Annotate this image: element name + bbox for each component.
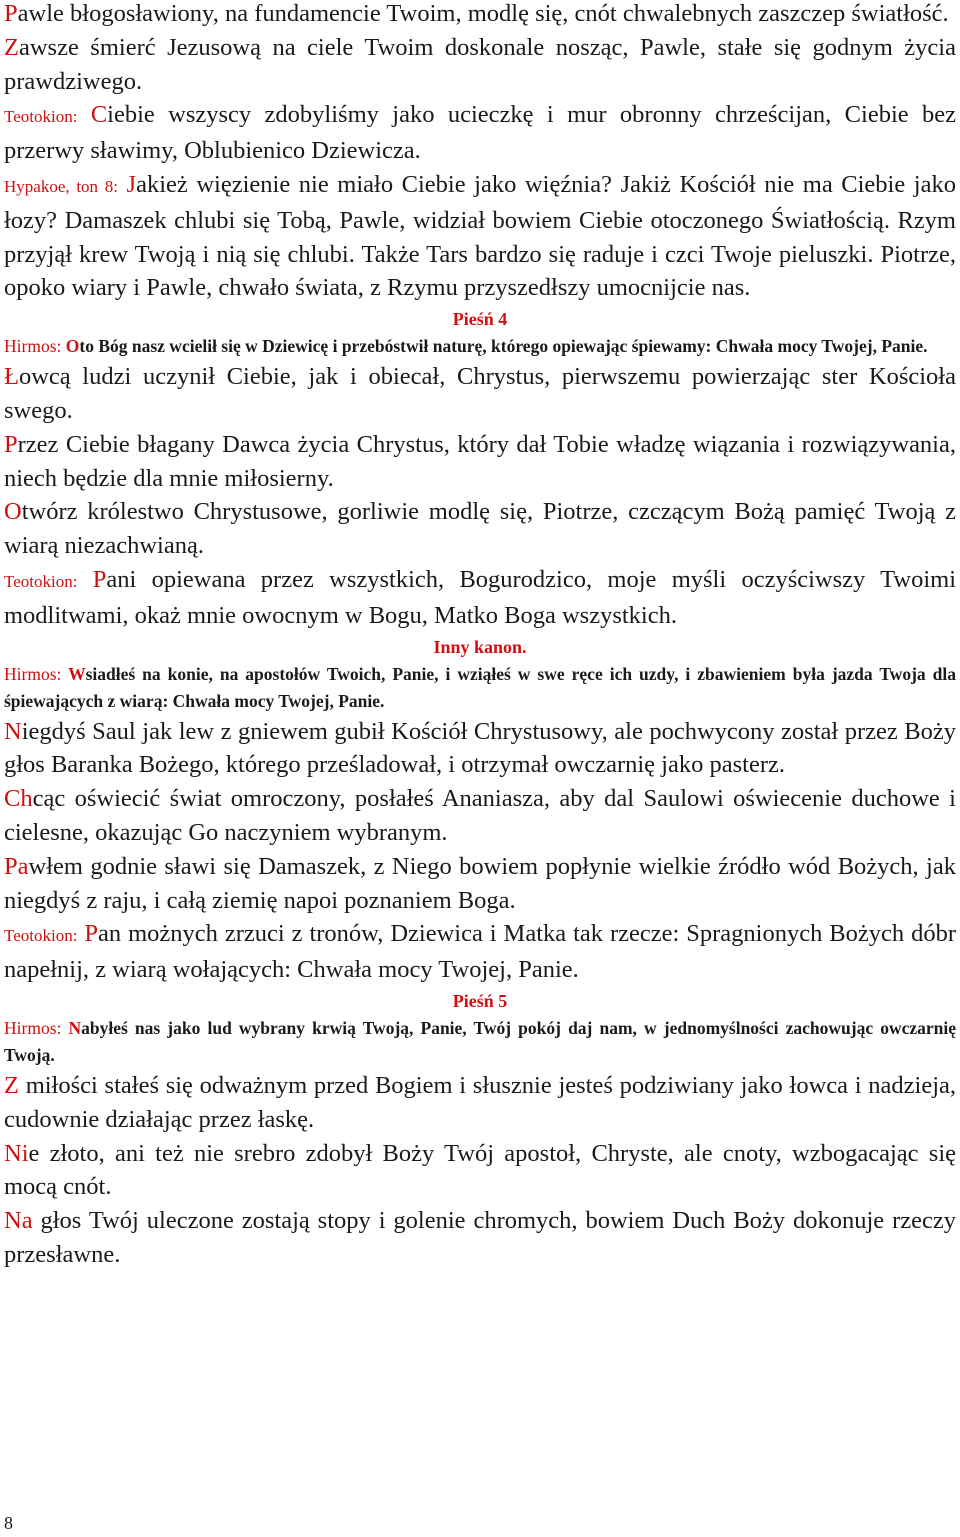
- verse-text: owcą ludzi uczynił Ciebie, jak i obiecał, Chrystus, pierwszemu powierzając ster Kościoła swego.: [4, 363, 956, 424]
- page-number: 8: [4, 1513, 13, 1533]
- verse-text: twórz królestwo Chrystusowe, gorliwie modlę się, Piotrze, czczącym Bożą pamięć Twoją z wiarą niezachwianą.: [4, 498, 956, 560]
- verse-paragraph: [4, 495, 956, 563]
- verse-text: an możnych zrzuci z tronów, Dziewica i Matka tak rzecze: Spragnionych Bożych dóbr napełnij, z wiarą wołających: Chwała mocy Twojej, Panie.: [4, 920, 956, 984]
- initial-letter: P: [4, 0, 18, 27]
- verse-text: iegdyś Saul jak lew z gniewem gubił Kościół Chrystusowy, ale pochwycony został przez Boży głos Baranka Bożego, którego prześladował, i otrzymał owczarnię jako pasterz.: [4, 717, 956, 779]
- initial-letter: Pa: [4, 852, 29, 880]
- initial-letter: N: [68, 1017, 82, 1038]
- initial-letter: Z: [4, 33, 19, 61]
- verse-paragraph: [4, 917, 956, 987]
- initial-letter: O: [4, 498, 22, 526]
- initial-letter: J: [126, 170, 137, 198]
- verse-paragraph: [4, 0, 956, 31]
- hirmos-text: to Bóg nasz wcielił się w Dziewicę i przebóstwił naturę, którego opiewając śpiewamy: Chwała mocy Twojej, Panie.: [79, 336, 928, 357]
- verse-paragraph: [4, 31, 956, 99]
- verse-text: akież więzienie nie miało Ciebie jako więźnia? Jakiż Kościół nie ma Ciebie jako łozy? Damaszek chlubi się Tobą, Pawle, widział bowiem Ciebie otoczonego Światłością. Rzym przyjął krew Twoją i nią się chlubi. Także Tars bardzo się raduje i czci Twoje pieluszki. Piotrze, opoko wiary i Pawle, chwało świata, z Rzymu przyszedłszy umocnijcie nas.: [4, 170, 956, 302]
- verse-paragraph: [4, 1204, 956, 1272]
- verse-text: ani opiewana przez wszystkich, Bogurodzico, moje myśli oczyściwszy Twoimi modlitwami, okaż mnie owocnym w Bogu, Matko Boga wszystkich.: [4, 565, 957, 629]
- initial-letter: N: [4, 717, 22, 745]
- verse-paragraph: [4, 782, 956, 850]
- verse-text: e złoto, ani też nie srebro zdobył Boży Twój apostoł, Chryste, ale cnoty, wzbogacając się mocą cnót.: [4, 1139, 956, 1201]
- hirmos-text: siadłeś na konie, na apostołów Twoich, Panie, i wziąłeś w swe ręce ich uzdy, i zbawieniem była jazda Twoja dla śpiewających z wiarą: Chwała mocy Twojej, Panie.: [4, 663, 956, 711]
- initial-letter: Na: [4, 1207, 33, 1235]
- initial-letter: P: [92, 565, 107, 593]
- initial-letter: P: [84, 920, 99, 948]
- initial-letter: P: [4, 430, 18, 458]
- verse-text: głos Twój uleczone zostają stopy i golenie chromych, bowiem Duch Boży dokonuje rzeczy przesławne.: [4, 1207, 956, 1268]
- verse-text: włem godnie sławi się Damaszek, z Niego bowiem popłynie wielkie źródło wód Bożych, jak niegdyś z raju, i całą ziemię napoi poznaniem Boga.: [4, 852, 956, 914]
- initial-letter: Ł: [4, 363, 19, 391]
- verse-paragraph: [4, 563, 956, 633]
- rubric-label: Teotokion:: [4, 571, 78, 591]
- rubric-label: Teotokion:: [4, 926, 78, 946]
- rubric-label: Hirmos:: [4, 336, 62, 357]
- initial-letter: C: [90, 101, 108, 129]
- verse-paragraph: [4, 715, 956, 783]
- hirmos-text: abyłeś nas jako lud wybrany krwią Twoją, Panie, Twój pokój daj nam, w jednomyślności zachowując owczarnię Twoją.: [4, 1017, 957, 1065]
- verse-paragraph: [4, 1069, 956, 1137]
- verse-paragraph: [4, 168, 956, 305]
- initial-letter: W: [68, 663, 86, 684]
- verse-paragraph: [4, 428, 956, 496]
- verse-text: cąc oświecić świat omroczony, posłałeś Ananiasza, aby dal Saulowi oświecenie duchowe i cielesne, okazując Go naczyniem wybranym.: [4, 785, 956, 846]
- verse-paragraph: [4, 360, 956, 428]
- verse-paragraph: [4, 850, 956, 918]
- ode-heading: Pieśń 4: [452, 309, 508, 330]
- verse-text: iebie wszyscy zdobyliśmy jako ucieczkę i mur obronny chrześcijan, Ciebie bez przerwy sławimy, Oblubienico Dziewicza.: [4, 101, 957, 165]
- initial-letter: Ni: [4, 1139, 29, 1167]
- verse-paragraph: [4, 1137, 956, 1205]
- verse-text: rzez Ciebie błagany Dawca życia Chrystus, który dał Tobie władzę wiązania i rozwiązywania, niech będzie dla mnie miłosierny.: [4, 430, 956, 492]
- rubric-label: Hirmos:: [4, 1017, 62, 1038]
- initial-letter: O: [65, 336, 80, 357]
- rubric-label: Hypakoe, ton 8:: [4, 176, 118, 196]
- hirmos-paragraph: [4, 1015, 956, 1069]
- initial-letter: Z: [4, 1071, 19, 1099]
- rubric-label: Hirmos:: [4, 663, 62, 684]
- verse-text: awle błogosławiony, na fundamencie Twoim, modlę się, cnót chwalebnych zaszczep światłość.: [17, 0, 949, 27]
- verse-paragraph: [4, 98, 956, 168]
- document-page: [4, 0, 956, 1272]
- rubric-label: Teotokion:: [4, 107, 78, 127]
- ode-heading: Pieśń 5: [452, 990, 508, 1011]
- ode-heading: Inny kanon.: [433, 636, 527, 657]
- verse-text: awsze śmierć Jezusową na ciele Twoim doskonale nosząc, Pawle, stałe się godnym życia prawdziwego.: [4, 33, 956, 95]
- hirmos-paragraph: [4, 333, 956, 360]
- verse-text: miłości stałeś się odważnym przed Bogiem i słusznie jesteś podziwiany jako łowca i nadzieja, cudownie działając przez łaskę.: [4, 1071, 956, 1133]
- hirmos-paragraph: [4, 661, 956, 715]
- initial-letter: Ch: [4, 785, 33, 813]
